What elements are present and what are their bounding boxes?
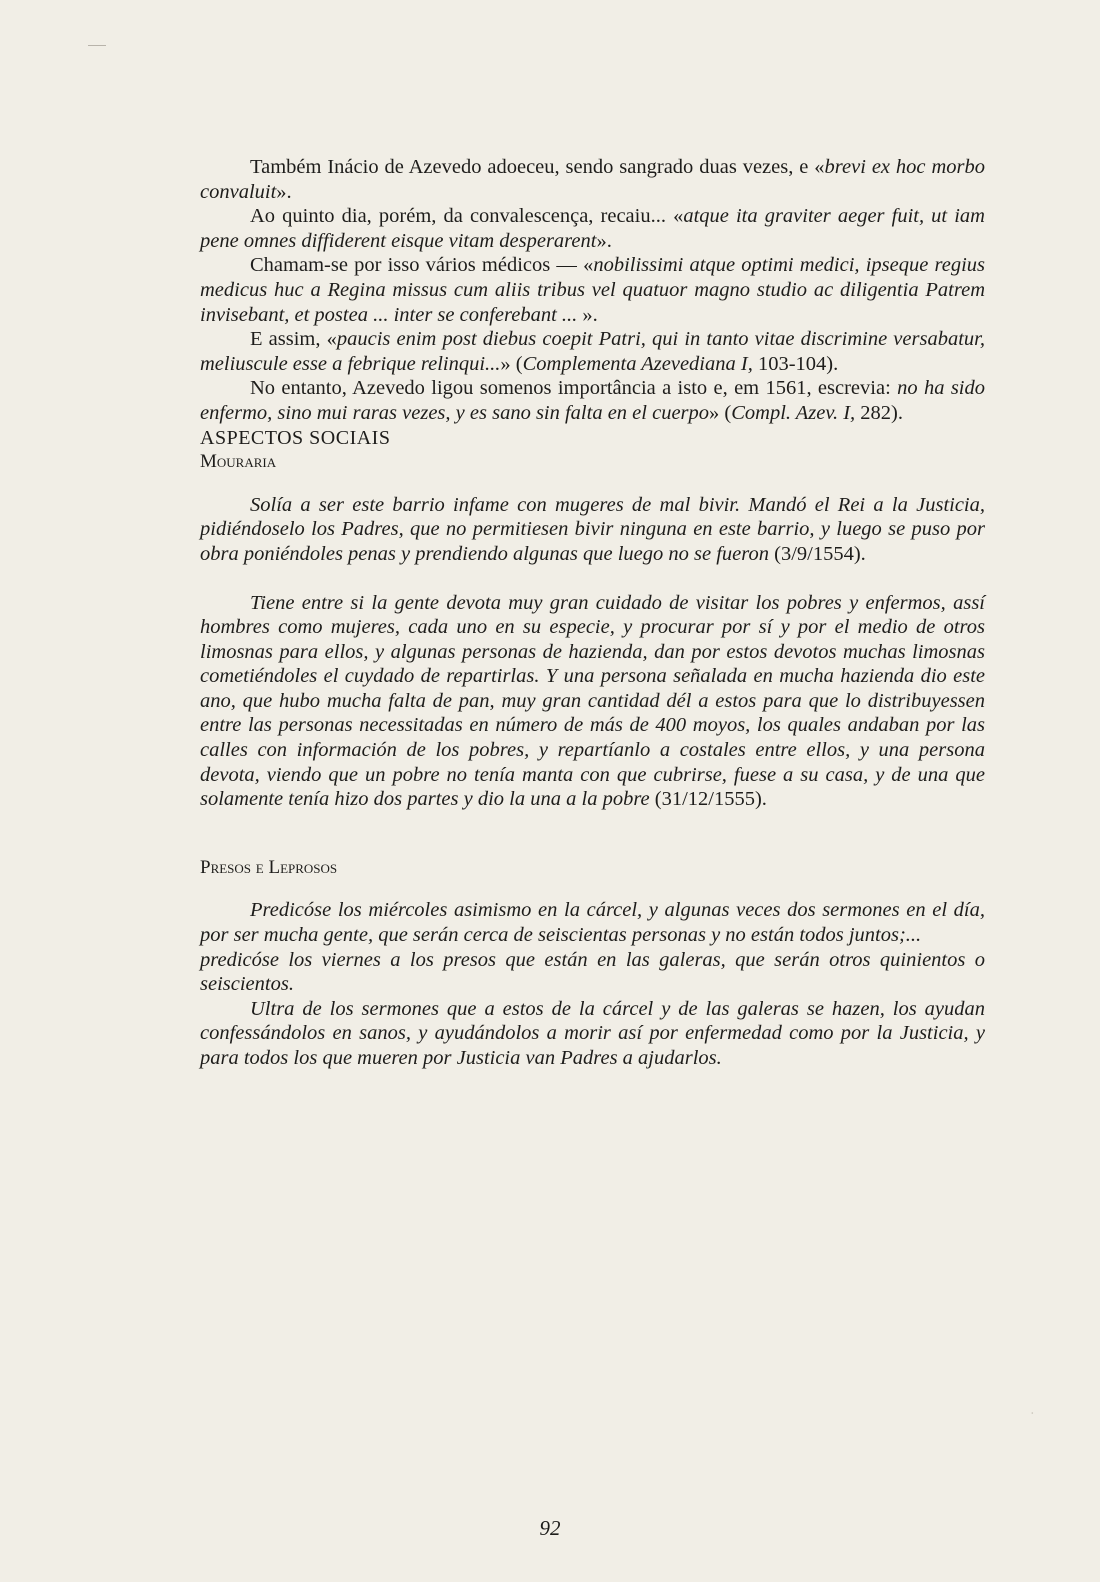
text-run: E assim, « xyxy=(250,328,337,351)
quote-mouraria-1 xyxy=(200,493,985,567)
spanish-quote: Solía a ser este barrio infame con mugeres de mal bivir. Mandó el Rei a la Justicia, pidiéndoselo los Padres, que no permitiesen bivir ninguna en este barrio, y luego se puso por obra poniéndoles penas y prendiendo algunas que luego no se fueron xyxy=(200,493,985,565)
text-run: » ( xyxy=(709,401,732,424)
citation-title: Complementa Azevediana I, xyxy=(522,352,753,375)
text-run: ». xyxy=(577,303,598,326)
subheading-mouraria: Mouraria xyxy=(200,451,277,473)
pencil-mark xyxy=(88,45,106,46)
section-heading: ASPECTOS SOCIAIS xyxy=(200,426,391,449)
text-run: Chamam-se por isso vários médicos — « xyxy=(250,254,594,277)
latin-quote: brevi ex hoc morbo convaluit xyxy=(200,156,985,203)
text-run: Também Inácio de Azevedo adoeceu, sendo sangrado duas vezes, e « xyxy=(250,156,825,178)
page-body xyxy=(200,155,985,1071)
page-number: 92 xyxy=(539,1516,561,1540)
citation-title: Compl. Azev. I, xyxy=(731,401,856,424)
quote-mouraria-2 xyxy=(200,591,985,812)
citation-pages: 103-104). xyxy=(752,352,839,375)
spanish-quote: no ha sido enfermo, sino mui raras vezes, y es sano sin falta en el cuerpo xyxy=(200,377,985,424)
paragraph-azevedo-illness xyxy=(200,155,985,204)
paragraph-relapse xyxy=(200,204,985,253)
latin-quote: paucis enim post diebus coepit Patri, qui in tanto vitae discrimine versabatur, meliuscule esse a febrique relinqui... xyxy=(200,328,985,375)
subheading-presos: Presos e Leprosos xyxy=(200,856,338,878)
quote-presos-1: Predicóse los miércoles asimismo en la cárcel, y algunas veces dos sermones en el día, por ser mucha gente, que serán cerca de seiscientas personas y no están todos juntos;... xyxy=(200,899,985,947)
latin-quote: nobilissimi atque optimi medici, ipseque regius medicus huc a Regina missus cum aliis tribus vel quatuor magno studio ac diligentia Patrem invisebant, et postea ... inter se conferebant ... xyxy=(200,254,985,326)
text-run: » ( xyxy=(500,352,523,375)
quote-presos-2: predicóse los viernes a los presos que están en las galeras, que serán otros quinientos o seiscientos. xyxy=(200,948,985,996)
paragraph-doctors xyxy=(200,253,985,327)
quote-presos-3: Ultra de los sermones que a estos de la cárcel y de las galeras se hazen, los ayudan confessándolos en sanos, y ayudándolos a morir así por enfermedad como por la Justicia, y para todos los que mueren por Justicia van Padres a ajudarlos. xyxy=(200,997,985,1069)
paragraph-1561 xyxy=(200,376,985,425)
text-run: ». xyxy=(596,229,612,252)
paragraph-recovery xyxy=(200,327,985,376)
text-run: Ao quinto dia, porém, da convalescença, recaiu... « xyxy=(250,205,684,228)
text-run: No entanto, Azevedo ligou somenos importância a isto e, em 1561, escrevia: xyxy=(250,377,898,400)
text-run: ». xyxy=(276,180,292,203)
spanish-quote: Tiene entre si la gente devota muy gran cuidado de visitar los pobres y enfermos, assí hombres como mujeres, cada uno en su especie, y procurar por sí y por el medio de otros limosnas para ellos, y algunas personas de hazienda, dan por estos devotos muchas limosnas cometiéndoles el cuydado de repartirlas. Y una persona señalada en mucha hazienda dio este ano, que hubo mucha falta de pan, muy gran cantidad dél a estos para que lo distribuyessen entre las personas necessitadas en número de más de 400 moyos, los quales andaban por las calles con información de los pobres, y repartíanlo a costales entre ellos, y una persona devota, viendo que un pobre no tenía manta con que cubrirse, fuese a su casa, y de una que solamente tenía hizo dos partes y dio la una a la pobre xyxy=(200,591,985,811)
quote-date: (31/12/1555). xyxy=(649,788,767,811)
latin-quote: atque ita graviter aeger fuit, ut iam pene omnes diffiderent eisque vitam desperarent xyxy=(200,205,985,252)
quote-date: (3/9/1554). xyxy=(769,542,866,565)
citation-pages: 282). xyxy=(855,401,903,424)
edge-mark: · xyxy=(1025,1411,1040,1415)
